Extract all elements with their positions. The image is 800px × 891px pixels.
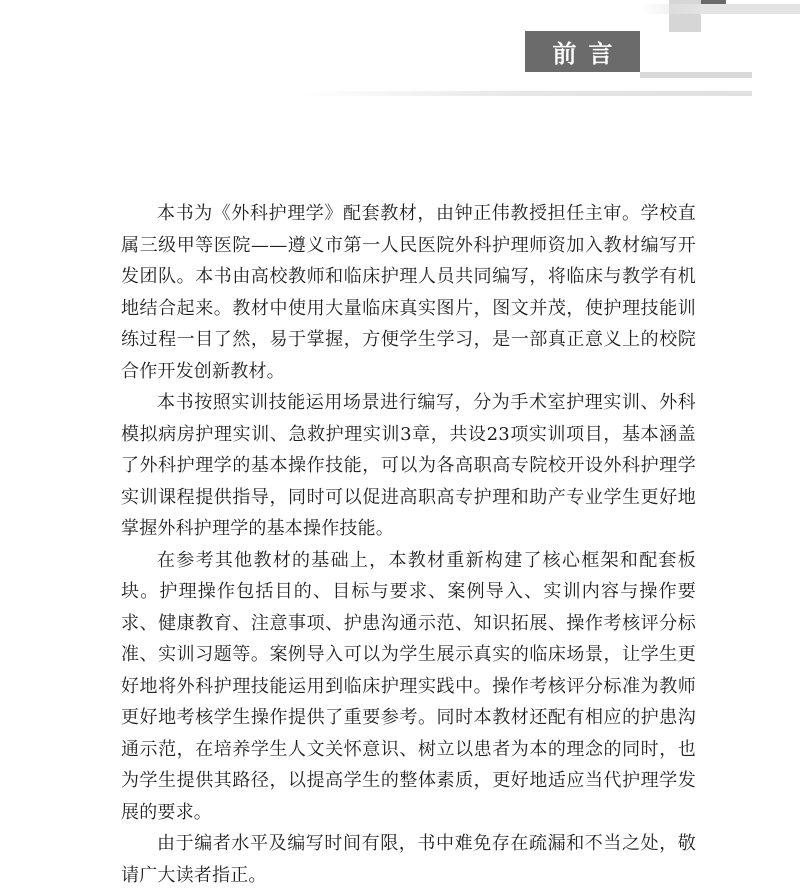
header-divider bbox=[300, 91, 752, 96]
preface-paragraph-4: 由于编者水平及编写时间有限，书中难免存在疏漏和不当之处，敬请广大读者指正。 bbox=[121, 833, 696, 886]
preface-body bbox=[121, 198, 696, 891]
preface-paragraph-1: 本书为《外科护理学》配套教材，由钟正伟教授担任主审。学校直属三级甲等医院——遵义市第一人民医院外科护理师资加入教材编写开发团队。本书由高校教师和临床护理人员共同编写，将临床与教学有机地结合起来。教材中使用大量临床真实图片，图文并茂，使护理技能训练过程一目了然，易于掌握，方便学生学习，是一部真正意义上的校院合作开发创新教材。 bbox=[121, 203, 696, 382]
title-underline bbox=[640, 72, 752, 78]
title-banner bbox=[525, 31, 640, 72]
page-title: 前言 bbox=[552, 40, 625, 68]
preface-paragraph-3: 在参考其他教材的基础上，本教材重新构建了核心框架和配套板块。护理操作包括目的、目标与要求、案例导入、实训内容与操作要求、健康教育、注意事项、护患沟通示范、知识拓展、操作考核评分标准、实训习题等。案例导入可以为学生展示真实的临床场景，让学生更好地将外科护理技能运用到临床护理实践中。操作考核评分标准为教师更好地考核学生操作提供了重要参考。同时本教材还配有相应的护患沟通示范，在培养学生人文关怀意识、树立以患者为本的理念的同时，也为学生提供其路径，以提高学生的整体素质，更好地适应当代护理学发展的要求。 bbox=[121, 549, 696, 823]
preface-paragraph-2: 本书按照实训技能运用场景进行编写，分为手术室护理实训、外科模拟病房护理实训、急救护理实训3章，共设23项实训项目，基本涵盖了外科护理学的基本操作技能，可以为各高职高专院校开设外科护理学实训课程提供指导，同时可以促进高职高专护理和助产专业学生更好地掌握外科护理学的基本操作技能。 bbox=[121, 392, 696, 539]
header-shadow-band bbox=[640, 4, 800, 14]
